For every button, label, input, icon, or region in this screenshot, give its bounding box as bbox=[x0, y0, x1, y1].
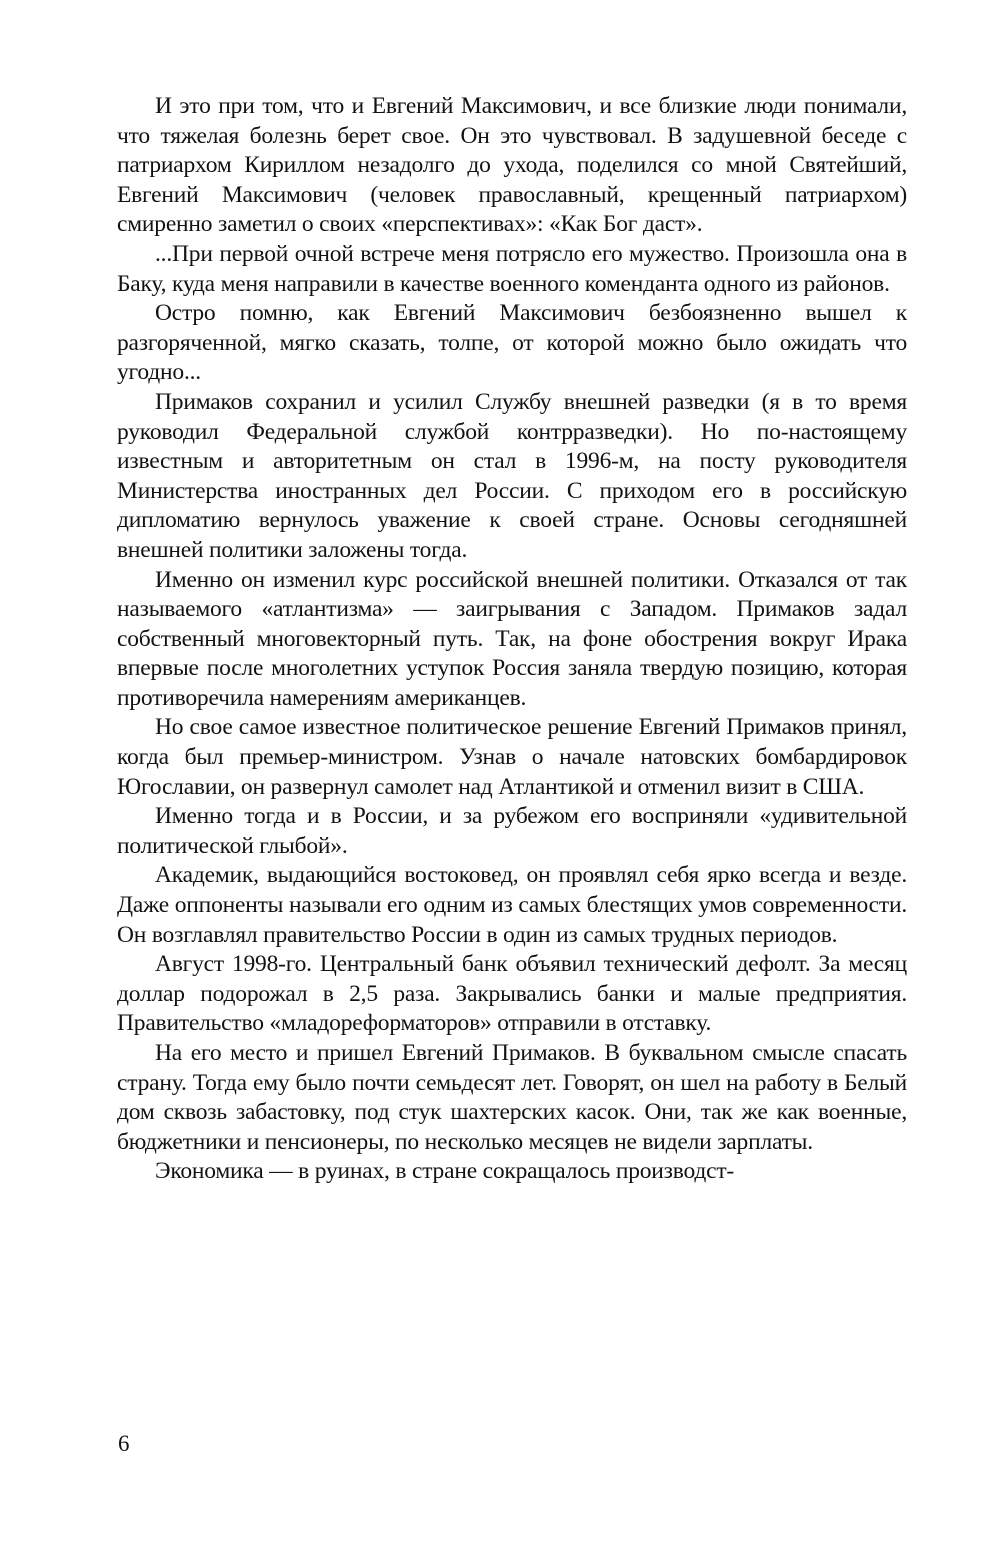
page-text bbox=[117, 92, 907, 1187]
paragraph: ...При первой очной встрече меня потрясло его мужество. Произошла она в Баку, куда меня направили в качестве военного коменданта одного из районов. bbox=[117, 240, 907, 297]
paragraph: И это при том, что и Евгений Максимович, и все близкие люди понимали, что тяжелая болезнь берет свое. Он это чувствовал. В задушевной беседе с патриархом Кириллом незадолго до ухода, поделился со мной Святейший, Евгений Максимович (человек православный, крещенный патриархом) смиренно заметил о своих «перспективах»: «Как Бог даст». bbox=[117, 93, 907, 238]
paragraph: Но свое самое известное политическое решение Евгений Примаков принял, когда был премьер-министром. Узнав о начале натовских бомбардировок Югославии, он развернул самолет над Атлантикой и отменил визит в США. bbox=[117, 714, 907, 800]
paragraph: Экономика — в руинах, в стране сокращалось производст- bbox=[155, 1158, 735, 1185]
paragraph: Именно он изменил курс российской внешней политики. Отказался от так называемого «атлантизма» — заигрывания с Западом. Примаков задал собственный многовекторный путь. Так, на фоне обострения вокруг Ирака впервые после многолетних уступок Россия заняла твердую позицию, которая противоречила намерениям американцев. bbox=[117, 566, 907, 711]
paragraph: Академик, выдающийся востоковед, он проявлял себя ярко всегда и везде. Даже оппоненты называли его одним из самых блестящих умов современности. Он возглавлял правительство России в один из самых трудных периодов. bbox=[117, 862, 907, 948]
paragraph: Именно тогда и в России, и за рубежом его восприняли «удивительной политической глыбой». bbox=[117, 803, 907, 859]
paragraph: Остро помню, как Евгений Максимович безбоязненно вышел к разгоряченной, мягко сказать, толпе, от которой можно было ожидать что угодно... bbox=[117, 300, 907, 386]
paragraph: Август 1998-го. Центральный банк объявил технический дефолт. За месяц доллар подорожал в 2,5 раза. Закрывались банки и малые предприятия. Правительство «младореформаторов» отправили в отставку. bbox=[117, 951, 907, 1037]
page-number: 6 bbox=[118, 1431, 130, 1456]
paragraph: Примаков сохранил и усилил Службу внешней разведки (я в то время руководил Федеральной службой контрразведки). Но по-настоящему известным и авторитетным он стал в 1996-м, на посту руководителя Министерства иностранных дел России. С приходом его в российскую дипломатию вернулось уважение к своей стране. Основы сегодняшней внешней политики заложены тогда. bbox=[117, 388, 907, 563]
paragraph: На его место и пришел Евгений Примаков. В буквальном смысле спасать страну. Тогда ему было почти семьдесят лет. Говорят, он шел на работу в Белый дом сквозь забастовку, под стук шахтерских касок. Они, так же как военные, бюджетники и пенсионеры, по несколько месяцев не видели зарплаты. bbox=[117, 1040, 907, 1155]
